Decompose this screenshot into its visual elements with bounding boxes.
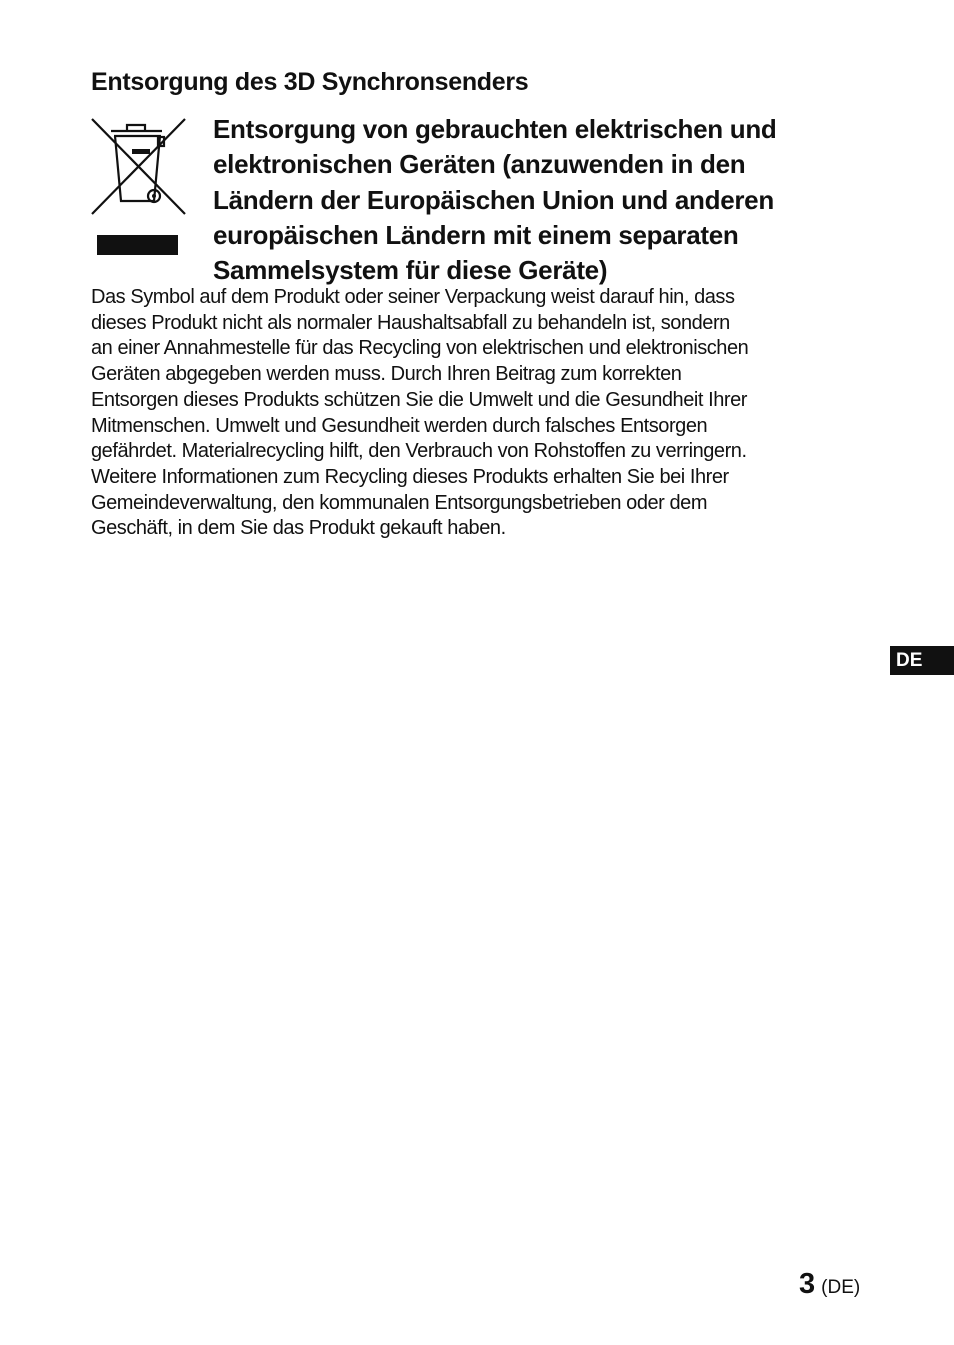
body-line: an einer Annahmestelle für das Recycling von elektrischen und elektronischen <box>91 337 749 360</box>
heading-line: europäischen Ländern mit einem separaten <box>213 219 739 250</box>
heading-line: Ländern der Europäischen Union und anderen <box>213 184 774 215</box>
language-tab: DE <box>890 646 954 675</box>
page-number-value: 3 <box>799 1268 816 1300</box>
heading-line: Sammelsystem für diese Geräte) <box>213 255 608 286</box>
body-line: Entsorgen dieses Produkts schützen Sie die Umwelt und die Gesundheit Ihrer <box>91 388 747 411</box>
body-line: dieses Produkt nicht als normaler Haushaltsabfall zu behandeln ist, sondern <box>91 311 730 334</box>
page-number <box>799 1268 860 1301</box>
crossed-out-wheelie-bin-icon <box>90 117 186 257</box>
body-line: Geschäft, in dem Sie das Produkt gekauft haben. <box>91 517 506 540</box>
main-heading <box>213 112 853 288</box>
body-paragraph <box>91 285 841 542</box>
page-number-suffix: (DE) <box>821 1277 861 1298</box>
section-title: Entsorgung des 3D Synchronsenders <box>91 68 529 96</box>
heading-line: elektronischen Geräten (anzuwenden in den <box>213 149 746 180</box>
body-line: Weitere Informationen zum Recycling dieses Produkts erhalten Sie bei Ihrer <box>91 465 729 488</box>
body-line: gefährdet. Materialrecycling hilft, den Verbrauch von Rohstoffen zu verringern. <box>91 440 747 463</box>
body-line: Das Symbol auf dem Produkt oder seiner Verpackung weist darauf hin, dass <box>91 286 735 308</box>
body-line: Gemeindeverwaltung, den kommunalen Entsorgungsbetrieben oder dem <box>91 491 708 514</box>
body-line: Mitmenschen. Umwelt und Gesundheit werden durch falsches Entsorgen <box>91 414 708 437</box>
body-line: Geräten abgegeben werden muss. Durch Ihren Beitrag zum korrekten <box>91 363 682 386</box>
heading-line: Entsorgung von gebrauchten elektrischen und <box>213 114 777 144</box>
